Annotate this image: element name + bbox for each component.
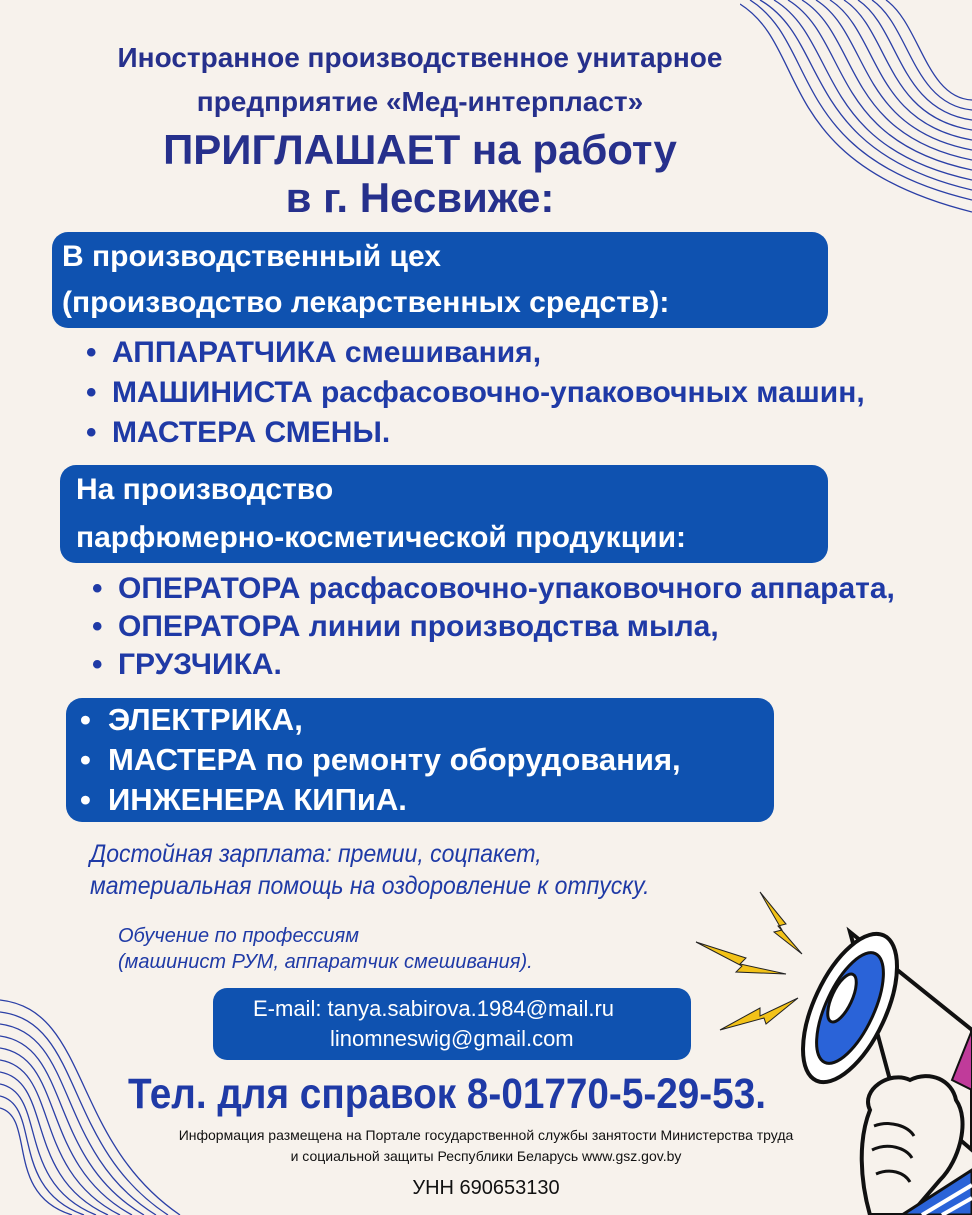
invitation-title: ПРИГЛАШАЕТ на работу: [163, 126, 677, 173]
section1-title-line2: (производство лекарственных средств):: [62, 286, 670, 319]
section1-title-line1: В производственный цех: [62, 240, 441, 273]
city-title: в г. Несвиже:: [285, 174, 555, 221]
email-box: [213, 988, 691, 1060]
section2-header: [60, 465, 828, 563]
company-name-line1: Иностранное производственное унитарное: [117, 42, 723, 73]
lightning-icon: [760, 892, 802, 954]
info-line2: и социальной защиты Республики Беларусь www.gsz.gov.by: [290, 1148, 682, 1164]
list-item: • ИНЖЕНЕРА КИПиА.: [108, 782, 407, 818]
training-line1: Обучение по профессиям: [118, 925, 359, 947]
email-primary[interactable]: E-mail: tanya.sabirova.1984@mail.ru: [253, 996, 615, 1021]
email-secondary[interactable]: linomneswig@gmail.com: [330, 1026, 574, 1051]
section2-title-line2: парфюмерно-косметической продукции:: [76, 521, 687, 554]
list-item: • ЭЛЕКТРИКА,: [108, 702, 303, 738]
training-line2: (машинист РУМ, аппаратчик смешивания).: [118, 951, 533, 973]
list-item: • ОПЕРАТОРА расфасовочно-упаковочного аппарата,: [118, 572, 895, 606]
section1-header: [52, 232, 828, 328]
section3-list: [66, 698, 774, 822]
benefits-line1: Достойная зарплата: премии, соцпакет,: [90, 840, 542, 868]
lightning-icon: [720, 998, 798, 1030]
unn-number: УНН 690653130: [412, 1177, 560, 1199]
list-item: • ОПЕРАТОРА линии производства мыла,: [118, 610, 719, 644]
list-item: • МАСТЕРА по ремонту оборудования,: [108, 742, 681, 778]
lightning-icon: [696, 942, 786, 974]
info-line1: Информация размещена на Портале государственной службы занятости Министерства труда: [178, 1127, 794, 1143]
list-item: • ГРУЗЧИКА.: [118, 648, 282, 682]
phone-number[interactable]: Тел. для справок 8-01770-5-29-53.: [128, 1070, 766, 1118]
list-item: • МАСТЕРА СМЕНЫ.: [112, 416, 390, 450]
benefits-line2: материальная помощь на оздоровление к отпуску.: [90, 872, 650, 900]
list-item: • АППАРАТЧИКА смешивания,: [112, 336, 541, 370]
section2-title-line1: На производство: [76, 473, 334, 506]
list-item: • МАШИНИСТА расфасовочно-упаковочных машин,: [112, 376, 865, 410]
megaphone-icon: [690, 880, 972, 1215]
company-name-line2: предприятие «Мед-интерпласт»: [196, 86, 644, 117]
